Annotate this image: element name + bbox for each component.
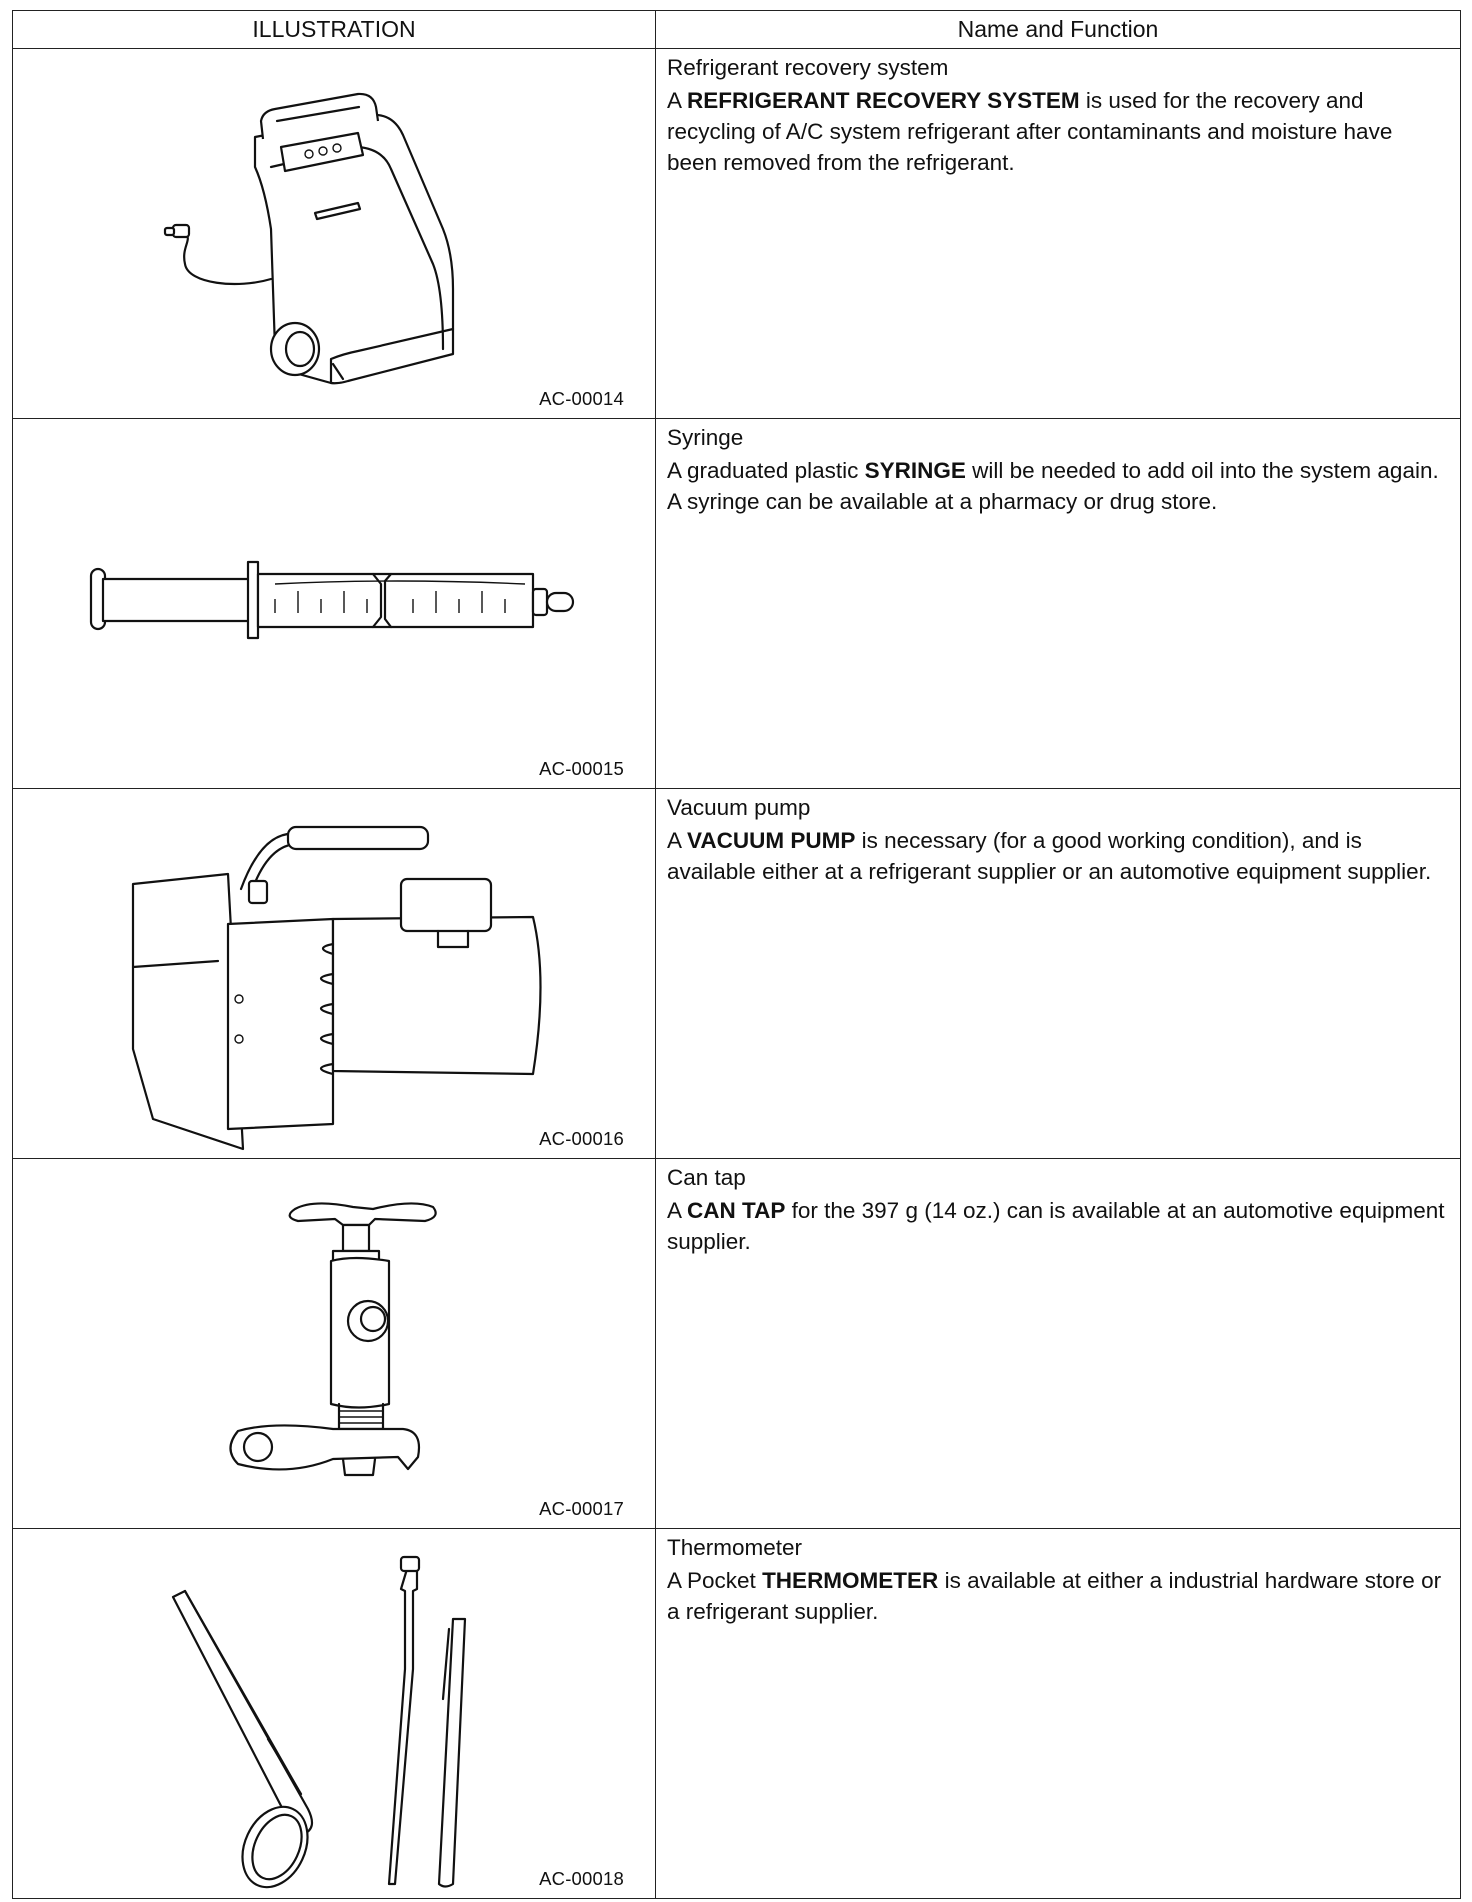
thermometer-icon bbox=[13, 1529, 656, 1898]
figure-code: AC-00017 bbox=[539, 1498, 624, 1519]
header-name-function: Name and Function bbox=[656, 11, 1461, 49]
description-cell bbox=[656, 49, 1461, 419]
refrigerant-recovery-unit-icon bbox=[13, 49, 656, 418]
tool-description: A Pocket THERMOMETER is available at either a industrial hardware store or a refrigerant supplier. bbox=[667, 1568, 1442, 1624]
tool-description: A VACUUM PUMP is necessary (for a good working condition), and is available either at a refrigerant supplier or an automotive equipment supplier. bbox=[667, 828, 1432, 884]
tool-name: Can tap bbox=[667, 1165, 746, 1190]
table-row bbox=[13, 1159, 1461, 1529]
tool-keyword: THERMOMETER bbox=[762, 1568, 939, 1593]
can-tap-icon bbox=[13, 1159, 656, 1528]
table-row bbox=[13, 49, 1461, 419]
illustration-cell bbox=[13, 419, 656, 789]
tool-keyword: CAN TAP bbox=[687, 1198, 786, 1223]
tools-table bbox=[12, 10, 1461, 1899]
figure-code: AC-00016 bbox=[539, 1128, 624, 1149]
tool-name: Refrigerant recovery system bbox=[667, 55, 949, 80]
tool-description: A graduated plastic SYRINGE will be needed to add oil into the system again. A syringe can be available at a pharmacy or drug store. bbox=[667, 458, 1439, 514]
table-row bbox=[13, 419, 1461, 789]
illustration-cell bbox=[13, 789, 656, 1159]
tool-name: Thermometer bbox=[667, 1535, 803, 1560]
tool-description: A CAN TAP for the 397 g (14 oz.) can is available at an automotive equipment supplier. bbox=[667, 1198, 1445, 1254]
syringe-icon bbox=[13, 419, 656, 788]
tool-keyword: REFRIGERANT RECOVERY SYSTEM bbox=[687, 88, 1080, 113]
illustration-cell bbox=[13, 1159, 656, 1529]
description-cell bbox=[656, 419, 1461, 789]
tool-description: A REFRIGERANT RECOVERY SYSTEM is used for the recovery and recycling of A/C system refrigerant after contaminants and moisture have been removed from the refrigerant. bbox=[667, 88, 1393, 175]
description-cell bbox=[656, 789, 1461, 1159]
illustration-cell bbox=[13, 49, 656, 419]
table-row bbox=[13, 789, 1461, 1159]
description-cell bbox=[656, 1159, 1461, 1529]
header-row bbox=[13, 11, 1461, 49]
illustration-cell bbox=[13, 1529, 656, 1899]
description-cell bbox=[656, 1529, 1461, 1899]
tool-keyword: SYRINGE bbox=[864, 458, 966, 483]
figure-code: AC-00014 bbox=[539, 388, 624, 409]
table-row bbox=[13, 1529, 1461, 1899]
header-illustration: ILLUSTRATION bbox=[13, 11, 656, 49]
tool-name: Syringe bbox=[667, 425, 744, 450]
figure-code: AC-00015 bbox=[539, 758, 624, 779]
figure-code: AC-00018 bbox=[539, 1868, 624, 1889]
tool-keyword: VACUUM PUMP bbox=[687, 828, 856, 853]
tool-name: Vacuum pump bbox=[667, 795, 811, 820]
vacuum-pump-icon bbox=[13, 789, 656, 1158]
